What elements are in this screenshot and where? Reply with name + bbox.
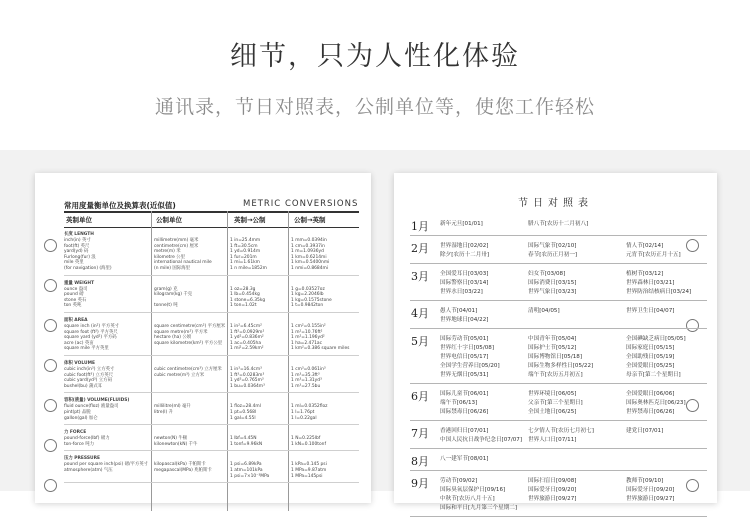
table-cell: 1 km=0.5400nmi (291, 260, 330, 266)
festival-entry: 全国助残日[05/19] (626, 354, 675, 360)
table-cell: 1 cm³=0.061in³ (291, 367, 326, 372)
festival-entry: 端午节[农历五月初五] (528, 372, 583, 378)
table-cell: 1 mm=0.0394in (291, 238, 327, 243)
month-label: 5月 (411, 335, 429, 348)
table-cell: mile 英里 (64, 260, 84, 266)
table-cell: 1 psi=6.89kPa (230, 462, 262, 468)
section-label: 重量 WEIGHT (64, 280, 95, 286)
table-cell: cubic metre(m³) 立方米 (154, 372, 205, 378)
festival-entry: 全国爱眼日[06/06] (626, 391, 675, 397)
festival-entry: 世界防治结核病日[03/24] (626, 289, 692, 295)
table-cell: tonne(t) 吨 (154, 303, 178, 309)
festival-entry: 春节[农历正月初一] (528, 252, 578, 258)
table-cell: fluid ounce(floz) 液量盎司 (64, 404, 119, 410)
table-cell: gallon(gal) 加仑 (64, 415, 98, 421)
festival-entry: 情人节[02/14] (626, 243, 664, 249)
month-label: 2月 (411, 242, 429, 255)
festival-entry: 世界水日[03/22] (440, 289, 483, 295)
table-cell: (for navigation) (海里) (64, 266, 112, 271)
festival-entry: 建党日[07/01] (626, 428, 664, 434)
column-divider (227, 211, 228, 511)
metric-conversion-sheet (35, 173, 371, 503)
binder-hole (44, 479, 57, 492)
festival-entry: 父亲节[第三个星期日] (528, 400, 583, 406)
month-label: 1月 (411, 220, 429, 233)
month-divider (410, 420, 707, 421)
festival-entry: 世界气象日[03/23] (528, 289, 577, 295)
table-cell: cubic centimetre(cm³) 立方厘米 (154, 367, 222, 372)
table-cell: 1 in³=16.4cm³ (230, 367, 262, 372)
festival-entry: 国际护士节[05/12] (528, 345, 577, 351)
table-cell: 1 in=25.4mm (230, 238, 261, 243)
festival-entry: 国际臭氧层保护日[09/16] (440, 487, 506, 493)
table-cell: 1 ha=2.471ac (291, 340, 323, 346)
table-cell: 1 pt=0.568l (230, 410, 257, 415)
festival-entry: 除夕[农历十二月卅] (440, 252, 490, 258)
festival-entry: 腊八节[农历十二月初八] (528, 221, 589, 227)
table-cell: 1 kPa=0.145 psi (291, 462, 327, 468)
binder-hole (44, 239, 57, 252)
table-cell: stone 英石 (64, 297, 87, 303)
binder-hole (686, 239, 699, 252)
festival-entry: 七夕情人节[农历七月初七] (528, 428, 594, 434)
table-cell: 1 atm=101kPa (230, 468, 263, 473)
table-cell: 1 yd=0.914m (230, 249, 261, 255)
table-cell: 1 kN=0.100tonf (291, 441, 327, 447)
table-cell: 1 yd³=0.765m³ (230, 378, 264, 384)
metric-sheet-title-en: METRIC CONVERSIONS (243, 199, 359, 209)
section-divider (64, 424, 359, 425)
festival-entry: 世界人口日[07/11] (528, 437, 577, 443)
table-cell: inch(in) 英寸 (64, 238, 91, 243)
table-cell: pound-force(lbf) 磅力 (64, 436, 110, 442)
table-cell: 1 fur=201m (230, 254, 257, 260)
table-cell: millimetre(mm) 毫米 (154, 238, 199, 243)
festival-entry: 八一建军节[08/01] (440, 456, 489, 462)
table-cell: square kilometre(km²) 平方公里 (154, 340, 223, 346)
month-divider (410, 300, 707, 301)
column-header: 英制→公制 (234, 216, 266, 224)
month-divider (410, 263, 707, 264)
binder-hole (686, 399, 699, 412)
section-divider (64, 392, 359, 393)
festival-entry: 世界无烟日[05/31] (440, 372, 489, 378)
festival-entry: 国际气象节[02/10] (528, 243, 577, 249)
table-cell: atmosphere(atm) 气压 (64, 468, 113, 473)
table-cell: 1 nmi=0.8684mi (291, 266, 329, 271)
table-cell: gram(g) 克 (154, 286, 178, 292)
table-cell: (n mile) 国际海里 (154, 266, 190, 271)
table-cell: 1 oz=28.3g (230, 286, 256, 292)
table-cell: ounce 盎司 (64, 286, 88, 292)
table-cell: square centimetre(cm²) 平方厘米 (154, 324, 226, 329)
festival-entry: 国际消费日[03/15] (528, 280, 577, 286)
table-cell: 1 ft=30.5cm (230, 243, 258, 249)
table-cell: 1 MPa=9.87atm (291, 468, 327, 473)
column-header: 公制→英制 (294, 216, 326, 224)
table-cell: 1 floz=28.4ml (230, 404, 261, 410)
table-cell: 1 kg=2.2046lb (291, 292, 324, 298)
table-cell: cubic foot(ft³) 立方英尺 (64, 372, 113, 378)
table-cell: 1 MPa=145psi (291, 473, 323, 479)
binder-hole (686, 319, 699, 332)
table-cell: kilonewton(kN) 千牛 (154, 441, 198, 447)
column-divider (288, 211, 289, 511)
table-cell: 1 gal=4.55l (230, 415, 256, 421)
table-cell: 1 N=0.225lbf (291, 436, 321, 442)
festival-entry: 清明[04/05] (528, 308, 560, 314)
table-cell: 1 in²=6.45cm² (230, 324, 262, 329)
table-cell: 1 stone=6.35kg (230, 297, 266, 303)
table-cell: 1 m²=10.76ft² (291, 329, 323, 335)
table-cell: 1 mi=1.61km (230, 260, 260, 266)
festival-entry: 植树节[03/12] (626, 271, 664, 277)
binder-hole (44, 319, 57, 332)
festival-entry: 端午节[06/13] (440, 400, 478, 406)
section-divider (64, 312, 359, 313)
table-cell: yard(yd) 码 (64, 249, 89, 255)
festival-entry: 元宵节[农历正月十五] (626, 252, 681, 258)
table-cell: litre(l) 升 (154, 410, 174, 415)
month-divider (410, 328, 707, 329)
festival-entry: 世界红十字日[05/08] (440, 345, 495, 351)
festival-entry: 国际和平日[九月第三个星期二] (440, 505, 518, 511)
festival-entry: 国际生物多样性日[05/22] (528, 363, 594, 369)
festival-entry: 中国人民抗日战争纪念日[07/07] (440, 437, 523, 443)
hero-subtitle: 通讯录，节日对照表，公制单位等，使您工作轻松 (154, 96, 595, 118)
table-cell: 1 m³=35.3ft³ (291, 372, 320, 378)
table-cell: kilometre 公里 (154, 254, 185, 260)
festival-entry: 妇女节[03/08] (528, 271, 566, 277)
binder-hole (44, 359, 57, 372)
festival-entry: 国际爱牙日[09/20] (528, 487, 577, 493)
table-cell: 1 m³=1.31yd³ (291, 378, 322, 384)
festival-entry: 国际劳动节[05/01] (440, 336, 489, 342)
festival-entry: 世界禁毒日[06/26] (626, 409, 675, 415)
table-cell: square inch (in²) 平方英寸 (64, 324, 120, 329)
table-cell: pound per square inch(psi) 磅/平方英寸 (64, 462, 149, 468)
binder-hole (686, 479, 699, 492)
table-cell: kilogram(kg) 千克 (154, 292, 193, 298)
table-cell: 1 yd²=0.836m² (230, 335, 264, 341)
binder-hole (44, 399, 57, 412)
table-cell: Furlong(fur) 浪 (64, 254, 96, 260)
section-label: 压力 PRESSURE (64, 456, 100, 462)
binder-hole (44, 439, 57, 452)
table-cell: 1 psi=7×10⁻³MPa (230, 473, 270, 479)
table-cell: metre(m) 米 (154, 249, 181, 255)
section-label: 容积(液量) VOLUME(FLUIDS) (64, 398, 130, 404)
section-label: 体积 VOLUME (64, 361, 95, 366)
month-divider (410, 235, 707, 236)
table-cell: 1 mi²=2.59km² (230, 346, 264, 352)
festival-entry: 世界电信日[05/17] (440, 354, 489, 360)
table-cell: 1 cm=0.3937in (291, 243, 325, 249)
festival-entry: 全国爱耳日[03/03] (440, 271, 489, 277)
month-label: 3月 (411, 270, 429, 283)
table-cell: foot(ft) 英尺 (64, 243, 90, 249)
table-cell: cubic yard(yd³) 立方码 (64, 378, 112, 384)
month-divider (410, 383, 707, 384)
table-cell: 1 m³=27.5bu (291, 383, 321, 389)
table-cell: 1 l=0.22gal (291, 415, 317, 421)
column-header: 英制单位 (66, 216, 92, 224)
table-cell: 1 n mile=1852m (230, 266, 267, 271)
table-cell: 1 m=1.0936yd (291, 249, 324, 255)
festival-entry: 国际爱牙日[09/20] (626, 487, 675, 493)
festival-entry: 世界地球日[04/22] (440, 317, 489, 323)
table-cell: square mile 平方英里 (64, 346, 109, 352)
month-divider (410, 470, 707, 471)
table-cell: cubic inch(in³) 立方英寸 (64, 367, 115, 372)
section-divider (64, 275, 359, 276)
table-cell: 1 l=1.76pt (291, 410, 315, 415)
table-cell: millilitre(ml) 毫升 (154, 404, 191, 410)
table-cell: acre (ac) 英亩 (64, 340, 94, 346)
table-cell: pint(pt) 品脱 (64, 410, 91, 415)
section-label: 力 FORCE (64, 430, 87, 436)
section-divider (64, 355, 359, 356)
festival-entry: 国际奥林匹克日[06/23] (626, 400, 686, 406)
table-cell: 1 ac=0.405ha (230, 340, 262, 346)
table-cell: 1 lb=0.454kg (230, 292, 260, 298)
table-cell: centimetre(cm) 厘米 (154, 243, 199, 249)
month-label: 9月 (411, 477, 429, 490)
table-cell: square metre(m²) 平方米 (154, 329, 208, 335)
column-header: 公制单位 (156, 216, 182, 224)
section-label: 长度 LENGTH (64, 232, 94, 237)
table-cell: bushel(bu) 蒲式耳 (64, 383, 103, 389)
calendar-sheet-title: 节日对照表 (518, 198, 593, 209)
table-cell: newton(N) 牛顿 (154, 436, 188, 442)
festival-entry: 全国碘缺乏病日[05/05] (626, 336, 686, 342)
table-cell: international nautical mile (154, 260, 212, 266)
festival-entry: 世界环境日[06/05] (528, 391, 577, 397)
festival-entry: 愚人节[04/01] (440, 308, 478, 314)
section-label: 面积 AREA (64, 318, 88, 323)
column-divider (151, 211, 152, 511)
divider (64, 211, 359, 213)
table-cell: 1 t=0.9842ton (291, 303, 324, 309)
festival-entry: 世界湿地日[02/02] (440, 243, 489, 249)
festival-entry: 新年元旦[01/01] (440, 221, 483, 227)
table-cell: 1 bu=0.0364m³ (230, 383, 265, 389)
festival-entry: 国际禁毒日[06/26] (440, 409, 489, 415)
table-cell: 1 ml=0.0352floz (291, 404, 328, 410)
festival-entry: 中国青年节[05/04] (528, 336, 577, 342)
table-cell: 1 ft²=0.0929m² (230, 329, 265, 335)
table-cell: 1 ton=1.02t (230, 303, 257, 309)
hero-title: 细节，只为人性化体验 (230, 41, 520, 72)
festival-entry: 全国土地日[06/25] (528, 409, 577, 415)
table-cell: 1 cm²=0.155in² (291, 324, 326, 329)
metric-sheet-title: 常用度量衡单位及换算表(近似值) (64, 201, 176, 210)
table-cell: 1 g=0.03527oz (291, 286, 325, 292)
table-cell: 1 ft³=0.0283m³ (230, 372, 265, 378)
festival-entry: 国际博物馆日[05/18] (528, 354, 583, 360)
month-label: 6月 (411, 390, 429, 403)
festival-entry: 国际儿童节[06/01] (440, 391, 489, 397)
festival-entry: 母亲节[第二个星期日] (626, 372, 681, 378)
month-label: 7月 (411, 427, 429, 440)
table-cell: kilopascal(kPa) 千帕斯卡 (154, 462, 206, 468)
section-divider (64, 482, 359, 483)
month-label: 8月 (411, 455, 429, 468)
table-cell: megapascal(MPa) 兆帕斯卡 (154, 468, 212, 473)
section-divider (64, 450, 359, 451)
festival-entry: 国际扫盲日[09/08] (528, 478, 577, 484)
divider (64, 227, 359, 228)
table-cell: square yard (yd²) 平方码 (64, 335, 117, 341)
festival-entry: 全国爱眼日[05/25] (626, 363, 675, 369)
month-label: 4月 (411, 307, 429, 320)
festival-entry: 世界旅游日[09/27] (626, 496, 675, 502)
festival-entry: 世界森林日[03/21] (626, 280, 675, 286)
festival-entry: 全国学生营养日[05/20] (440, 363, 500, 369)
table-cell: ton 英吨 (64, 303, 82, 309)
table-cell: hectare (ha) 公顷 (154, 335, 192, 341)
table-cell: 1 m²=1.196yd² (291, 335, 325, 341)
month-divider (410, 448, 707, 449)
table-cell: 1 km=0.6214mi (291, 254, 327, 260)
festival-entry: 香港回归日[07/01] (440, 428, 489, 434)
festival-entry: 世界卫生日[04/07] (626, 308, 675, 314)
table-cell: 1 tonf=9.96kN (230, 441, 263, 447)
festival-entry: 国际家庭日[05/15] (626, 345, 675, 351)
festival-calendar-sheet (394, 173, 717, 511)
table-cell: ton-force 吨力 (64, 441, 95, 447)
festival-entry: 教师节[09/10] (626, 478, 664, 484)
table-cell: square foot (ft²) 平方英尺 (64, 329, 118, 335)
festival-entry: 劳动节[09/02] (440, 478, 478, 484)
festival-entry: 世界旅游日[09/27] (528, 496, 577, 502)
festival-entry: 国际警察日[03/14] (440, 280, 489, 286)
table-cell: 1 km²=0.386 square miles (291, 346, 350, 352)
festival-entry: 中秋节[农历八月十五] (440, 496, 495, 502)
table-cell: 1 kg=0.1575stone (291, 297, 332, 303)
table-cell: pound 磅 (64, 292, 84, 298)
table-cell: 1 lbf=4.45N (230, 436, 257, 442)
binder-hole (44, 279, 57, 292)
